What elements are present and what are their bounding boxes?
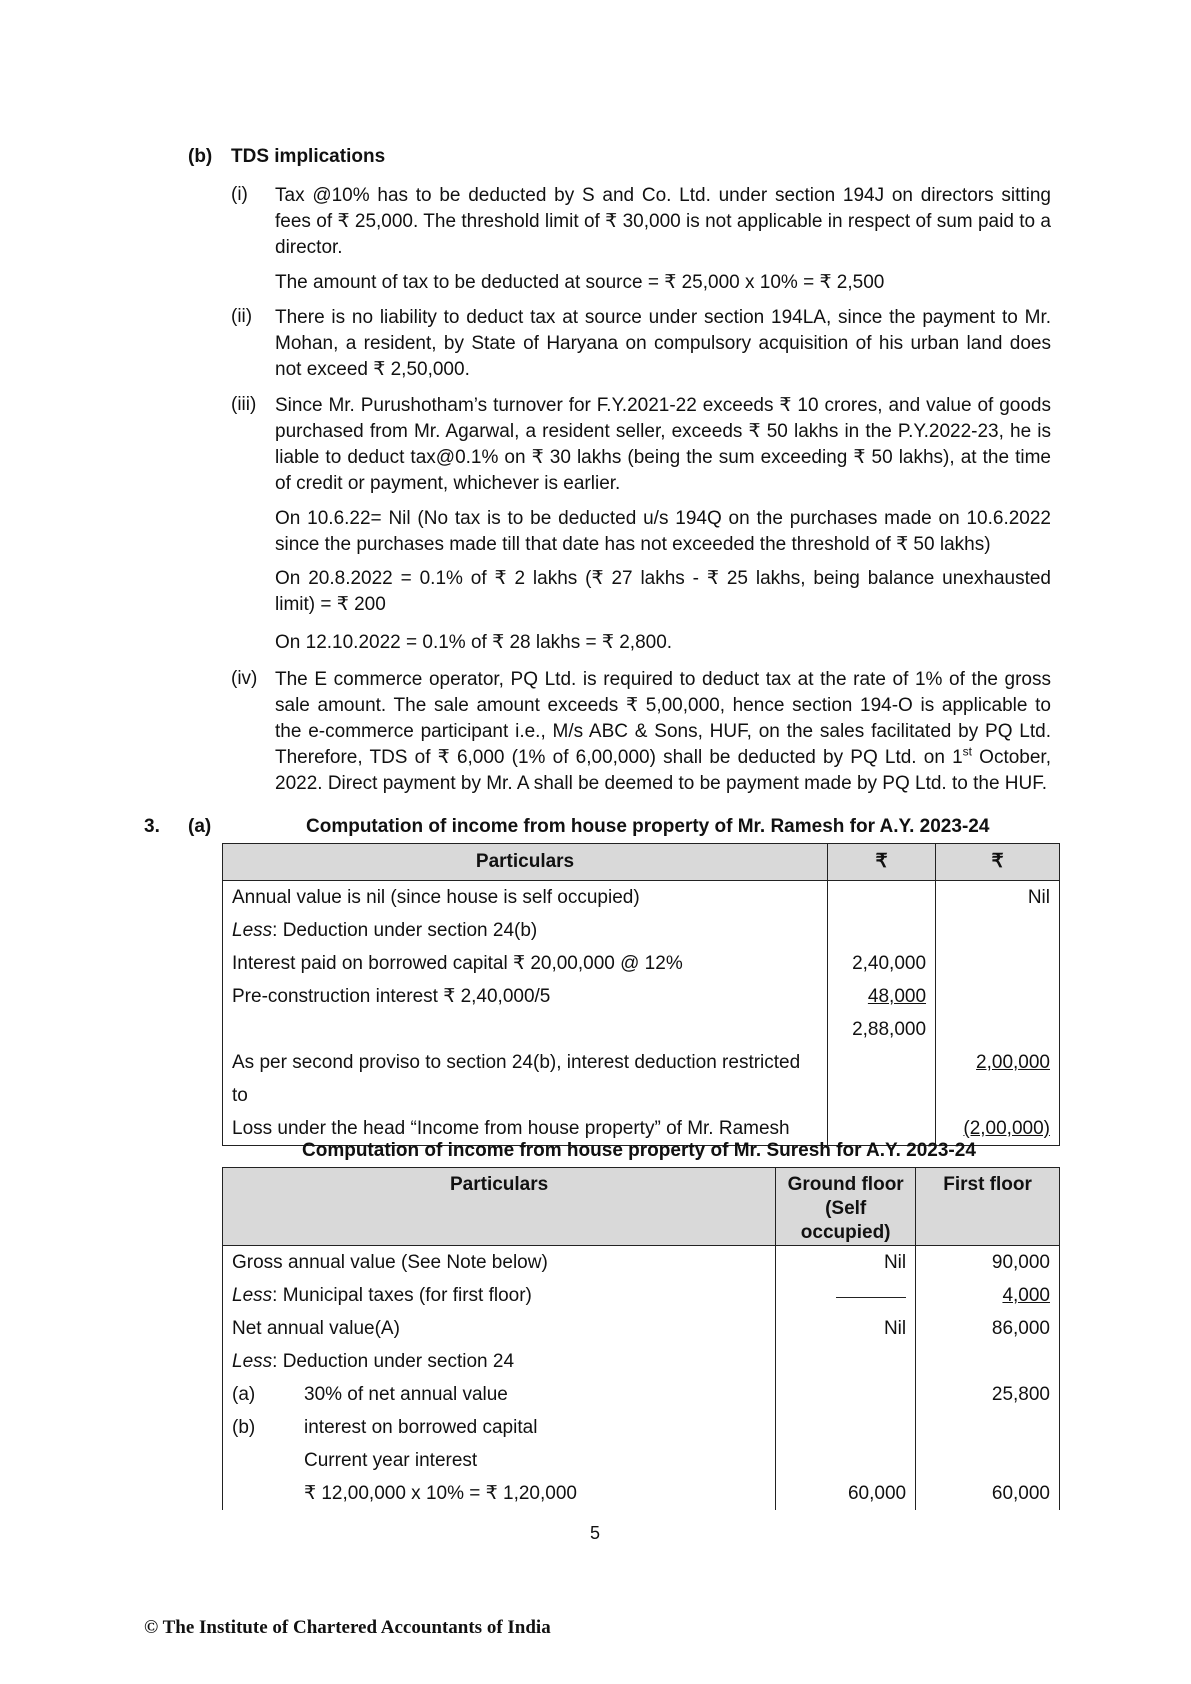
table-row — [223, 947, 1060, 980]
row-value-1: 2,40,000 — [828, 947, 936, 980]
row-particular: Less: Municipal taxes (for first floor) — [223, 1279, 776, 1312]
col-first-floor: First floor — [916, 1168, 1060, 1246]
item-iii-sub-3: On 12.10.2022 = 0.1% of ₹ 28 lakhs = ₹ 2,800. — [275, 632, 673, 653]
table-row — [223, 1477, 1060, 1510]
row-value-2 — [936, 914, 1060, 947]
row-particular: Net annual value(A) — [223, 1312, 776, 1345]
row-value-2 — [936, 947, 1060, 980]
table-row — [223, 1378, 1060, 1411]
col-particulars: Particulars — [223, 844, 828, 881]
col-ground-floor: Ground floor (Self occupied) — [776, 1168, 916, 1246]
col-rupee-2: ₹ — [936, 844, 1060, 881]
table-row — [223, 1013, 1060, 1046]
suresh-computation-table — [222, 1167, 1060, 1510]
row-value-1: 2,88,000 — [828, 1013, 936, 1046]
row-particular: ₹ 12,00,000 x 10% = ₹ 1,20,000 — [223, 1477, 776, 1510]
row-particular: Pre-construction interest ₹ 2,40,000/5 — [223, 980, 828, 1013]
row-particular: Current year interest — [223, 1444, 776, 1477]
row-value-2: 60,000 — [916, 1477, 1060, 1510]
row-value-2 — [936, 980, 1060, 1013]
question-number: 3. — [144, 816, 160, 837]
row-value-1 — [776, 1411, 916, 1444]
table-row — [223, 1312, 1060, 1345]
table-row — [223, 1046, 1060, 1112]
row-particular — [223, 1013, 828, 1046]
item-iii-text: Since Mr. Purushotham’s turnover for F.Y.2021-22 exceeds ₹ 10 crores, and value of goods purchased from Mr. Agarwal, a resident seller, exceeds ₹ 50 lakhs in the P.Y.2022-23, he is liable to deduct tax@0.1% on ₹ 30 lakhs (being the sum exceeding ₹ 50 lakhs), at the time of credit or payment, whichever is earlier. — [275, 395, 1051, 494]
item-i-label: (i) — [231, 184, 248, 205]
row-value-1: Nil — [776, 1246, 916, 1280]
underline-rule — [836, 1279, 906, 1298]
row-particular: Gross annual value (See Note below) — [223, 1246, 776, 1280]
row-value-1 — [776, 1444, 916, 1477]
footer-copyright: © The Institute of Chartered Accountants of India — [144, 1617, 551, 1638]
row-value-2: 86,000 — [916, 1312, 1060, 1345]
row-value-1 — [828, 914, 936, 947]
ramesh-computation-table — [222, 843, 1060, 1146]
row-particular: Less: Deduction under section 24 — [223, 1345, 776, 1378]
table-row — [223, 1444, 1060, 1477]
row-particular: Loss under the head “Income from house property” of Mr. Ramesh — [223, 1112, 828, 1146]
row-value-1 — [776, 1279, 916, 1312]
row-particular: Interest paid on borrowed capital ₹ 20,00,000 @ 12% — [223, 947, 828, 980]
table-row — [223, 1279, 1060, 1312]
row-particular: (b) interest on borrowed capital — [223, 1411, 776, 1444]
table-header-row — [223, 844, 1060, 881]
item-i-tds-amount: The amount of tax to be deducted at source = ₹ 25,000 x 10% = ₹ 2,500 — [275, 272, 885, 293]
table-header-row — [223, 1168, 1060, 1246]
item-iv-superscript: st — [962, 744, 972, 759]
col-rupee-1: ₹ — [828, 844, 936, 881]
item-iv-label: (iv) — [231, 668, 258, 689]
table-row — [223, 1246, 1060, 1280]
row-particular: As per second proviso to section 24(b), interest deduction restricted to — [223, 1046, 828, 1112]
row-value-1 — [828, 1046, 936, 1112]
item-iv-text: The E commerce operator, PQ Ltd. is required to deduct tax at the rate of 1% of the gross sale amount. The sale amount exceeds ₹ 5,00,000, hence section 194-O is applicable to the e-commerce participant i.e., M/s ABC & Sons, HUF, on the sales facilitated by PQ Ltd. Therefore, TDS of ₹ 6,000 (1% of 6,00,000) shall be deducted by PQ Ltd. on 1st October, 2022. Direct payment by Mr. A shall be deemed to be payment made by PQ Ltd. to the HUF. — [275, 669, 1051, 794]
row-value-1 — [776, 1345, 916, 1378]
item-iii-sub-2: On 20.8.2022 = 0.1% of ₹ 2 lakhs (₹ 27 lakhs - ₹ 25 lakhs, being balance unexhausted limit) = ₹ 200 — [275, 568, 1051, 615]
row-value-2: (2,00,000) — [936, 1112, 1060, 1146]
row-value-2: 4,000 — [916, 1279, 1060, 1312]
table-row — [223, 881, 1060, 915]
row-particular: Less: Deduction under section 24(b) — [223, 914, 828, 947]
row-value-2 — [916, 1444, 1060, 1477]
row-value-2: 25,800 — [916, 1378, 1060, 1411]
row-value-2: 2,00,000 — [936, 1046, 1060, 1112]
item-iii-sub-1: On 10.6.22= Nil (No tax is to be deducted u/s 194Q on the purchases made on 10.6.2022 since the purchases made till that date has not exceeded the threshold of ₹ 50 lakhs) — [275, 508, 1051, 555]
section-b-title: TDS implications — [231, 146, 386, 167]
row-value-2 — [936, 1013, 1060, 1046]
row-value-1 — [776, 1378, 916, 1411]
item-ii-text: There is no liability to deduct tax at source under section 194LA, since the payment to Mr. Mohan, a resident, by State of Haryana on compulsory acquisition of his urban land does not exceed ₹ 2,50,000. — [275, 307, 1051, 380]
row-particular: (a) 30% of net annual value — [223, 1378, 776, 1411]
row-value-1 — [828, 881, 936, 915]
row-value-1: 60,000 — [776, 1477, 916, 1510]
question-part: (a) — [188, 816, 212, 837]
table-row — [223, 914, 1060, 947]
row-value-1: Nil — [776, 1312, 916, 1345]
row-value-2 — [916, 1411, 1060, 1444]
row-value-2: Nil — [936, 881, 1060, 915]
row-particular: Annual value is nil (since house is self occupied) — [223, 881, 828, 915]
table-row — [223, 1411, 1060, 1444]
row-value-1: 48,000 — [828, 980, 936, 1013]
table-row — [223, 980, 1060, 1013]
col-particulars: Particulars — [223, 1168, 776, 1246]
page-number: 5 — [590, 1523, 601, 1543]
row-value-2 — [916, 1345, 1060, 1378]
section-b-marker: (b) — [188, 146, 213, 167]
table-row — [223, 1345, 1060, 1378]
table2-title: Computation of income from house property of Mr. Suresh for A.Y. 2023-24 — [302, 1140, 976, 1161]
item-i-text: Tax @10% has to be deducted by S and Co. Ltd. under section 194J on directors sitting fees of ₹ 25,000. The threshold limit of ₹ 30,000 is not applicable in respect of sum paid to a director. — [275, 185, 1051, 258]
item-ii-label: (ii) — [231, 306, 253, 327]
row-value-2: 90,000 — [916, 1246, 1060, 1280]
table1-title: Computation of income from house property of Mr. Ramesh for A.Y. 2023-24 — [306, 816, 990, 837]
item-iii-label: (iii) — [231, 394, 257, 415]
